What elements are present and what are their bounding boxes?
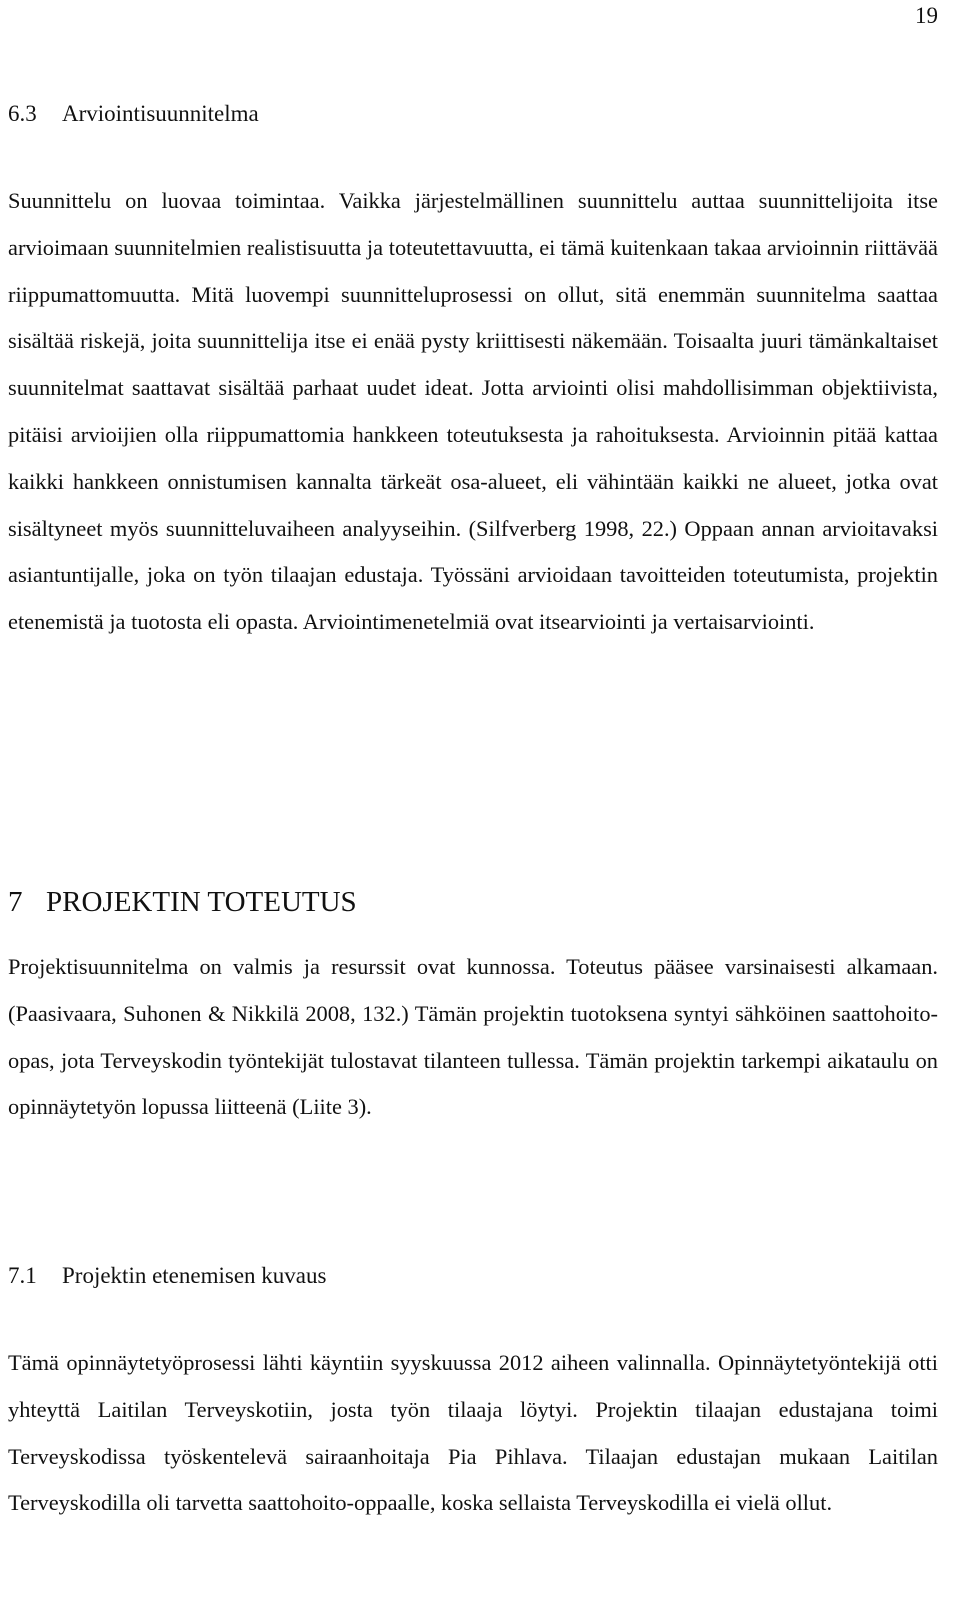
section-7-1-paragraph: Tämä opinnäytetyöprosessi lähti käyntiin syyskuussa 2012 aiheen valinnalla. Opinnäytetyöntekijä otti yhteyttä Laitilan Terveyskotiin, josta työn tilaaja löytyi. Projektin tilaajan edustajana toimi Terveyskodissa työskentelevä sairaanhoitaja Pia Pihlava. Tilaajan edustajan mukaan Laitilan Terveyskodilla oli tarvetta saattohoito-oppaalle, koska sellaista Terveyskodilla ei vielä ollut. [8, 1350, 938, 1516]
section-7-paragraph: Projektisuunnitelma on valmis ja resurssit ovat kunnossa. Toteutus pääsee varsinaisesti alkamaan. (Paasivaara, Suhonen & Nikkilä 2008, 132.) Tämän projektin tuotoksena syntyi sähköinen saattohoito-opas, jota Terveyskodin työntekijät tulostavat tilanteen tullessa. Tämän projektin tarkempi aikataulu on opinnäytetyön lopussa liitteenä (Liite 3). [8, 954, 938, 1120]
section-title: PROJEKTIN TOTEUTUS [46, 886, 357, 918]
section-7-heading [8, 884, 357, 920]
section-6-3-heading [8, 99, 259, 129]
page-number: 19 [915, 3, 938, 28]
section-6-3-paragraph: Suunnittelu on luovaa toimintaa. Vaikka järjestelmällinen suunnittelu auttaa suunnittelijoita itse arvioimaan suunnitelmien realistisuutta ja toteutettavuutta, ei tämä kuitenkaan takaa arvioinnin riittävää riippumattomuutta. Mitä luovempi suunnitteluprosessi on ollut, sitä enemmän suunnitelma saattaa sisältää riskejä, joita suunnittelija itse ei enää pysty kriittisesti näkemään. Toisaalta juuri tämänkaltaiset suunnitelmat saattavat sisältää parhaat uudet ideat. Jotta arviointi olisi mahdollisimman objektiivista, pitäisi arvioijien olla riippumattomia hankkeen toteutuksesta ja rahoituksesta. Arvioinnin pitää kattaa kaikki hankkeen onnistumisen kannalta tärkeät osa-alueet, eli vähintään kaikki ne alueet, jotka ovat sisältyneet myös suunnitteluvaiheen analyyseihin. (Silfverberg 1998, 22.) Oppaan annan arvioitavaksi asiantuntijalle, joka on työn tilaajan edustaja. Työssäni arvioidaan tavoitteiden toteutumista, projektin etenemistä ja tuotosta eli opasta. Arviointimenetelmiä ovat itsearviointi ja vertaisarviointi. [8, 188, 938, 635]
section-number: 7.1 [8, 1263, 37, 1288]
section-title: Arviointisuunnitelma [62, 101, 259, 126]
section-number: 6.3 [8, 101, 37, 126]
section-number: 7 [8, 886, 23, 918]
section-7-1-heading [8, 1261, 326, 1291]
section-title: Projektin etenemisen kuvaus [62, 1263, 327, 1288]
